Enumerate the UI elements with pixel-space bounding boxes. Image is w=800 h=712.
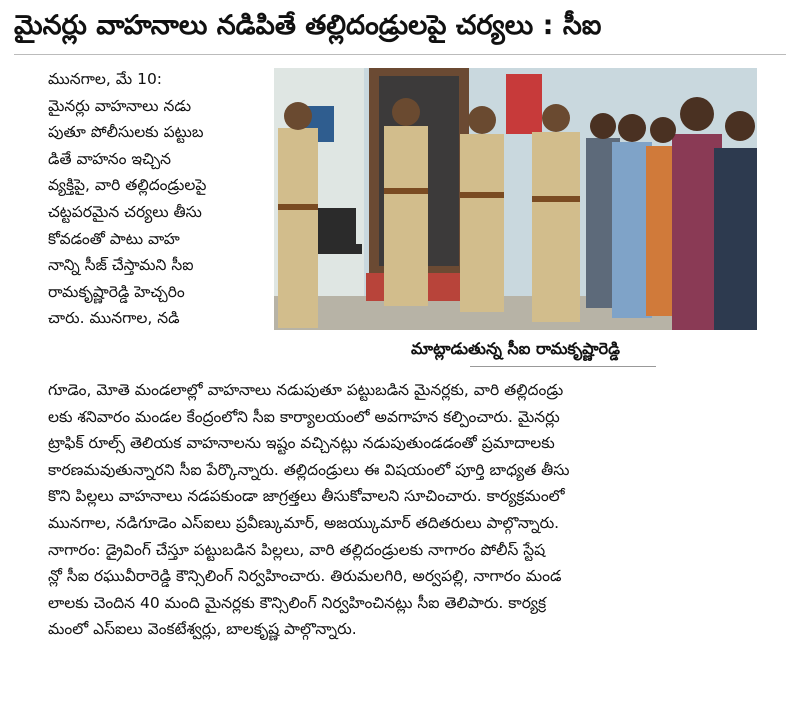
caption-divider bbox=[470, 366, 656, 367]
column-line: చారు. మునగాల, నడి bbox=[48, 309, 180, 328]
photo-caption: మాట్లాడుతున్న సీఐ రామకృష్ణారెడ్డి bbox=[411, 339, 620, 358]
dateline: మునగాల, మే 10: bbox=[48, 70, 163, 88]
body-line: గూడెం, మోతె మండలాల్లో వాహనాలు నడుపుతూ పట్టుబడిన మైనర్లకు, వారి తల్లిదండ్రు bbox=[48, 381, 564, 399]
article-body bbox=[48, 377, 760, 643]
body-line: మునగాల, నడిగూడెం ఎస్ఐలు ప్రవీణ్కుమార్, అజయ్కుమార్ తదితరులు పాల్గొన్నారు. bbox=[48, 513, 560, 532]
column-line: పుతూ పోలీసులకు పట్టుబ bbox=[48, 123, 204, 142]
body-line: న్లో సీఐ రఘువీరారెడ్డి కౌన్సిలింగ్ నిర్వహించారు. తిరుమలగిరి, అర్వపల్లి, నాగారం మండ bbox=[48, 567, 562, 586]
photo-illustration bbox=[274, 68, 757, 330]
column-line: కోవడంతో పాటు వాహ bbox=[48, 229, 180, 248]
column-line: డితే వాహనం ఇచ్చిన bbox=[48, 149, 172, 168]
column-line: చట్టపరమైన చర్యలు తీసు bbox=[48, 202, 202, 221]
article-lead-column bbox=[48, 66, 270, 332]
column-line: రామకృష్ణారెడ్డి హెచ్చరిం bbox=[48, 282, 185, 301]
body-line: లాలకు చెందిన 40 మంది మైనర్లకు కౌన్సిలింగ్ నిర్వహించినట్లు సీఐ తెలిపారు. కార్యక్ర bbox=[48, 593, 547, 612]
body-line: ట్రాఫిక్ రూల్స్ తెలియక వాహనాలను ఇష్టం వచ్చినట్లు నడుపుతుండడంతో ప్రమాదాలకు bbox=[48, 434, 555, 453]
body-line: కొని పిల్లలు వాహనాలు నడపకుండా జాగ్రత్తలు తీసుకోవాలని సూచించారు. కార్యక్రమంలో bbox=[48, 487, 565, 506]
headline-divider bbox=[14, 54, 786, 55]
column-line: మైనర్లు వాహనాలు నడు bbox=[48, 96, 192, 115]
body-line: మంలో ఎస్ఐలు వెంకటేశ్వర్లు, బాలకృష్ణ పాల్గొన్నారు. bbox=[48, 620, 357, 639]
column-line: నాన్ని సీజ్ చేస్తామని సీఐ bbox=[48, 256, 194, 275]
body-line: నాగారం: డ్రైవింగ్ చేస్తూ పట్టుబడిన పిల్లలు, వారి తల్లిదండ్రులకు నాగారం పోలీస్ స్టేష bbox=[48, 540, 546, 559]
body-line: లకు శనివారం మండల కేంద్రంలోని సీఐ కార్యాలయంలో అవగాహన కల్పించారు. మైనర్లు bbox=[48, 407, 560, 426]
column-line: వ్యక్తిపై, వారి తల్లిదండ్రులపై bbox=[48, 176, 207, 195]
body-line: కారణమవుతున్నారని సీఐ పేర్కొన్నారు. తల్లిదండ్రులు ఈ విషయంలో పూర్తి బాధ్యత తీసు bbox=[48, 460, 570, 479]
article-headline: మైనర్లు వాహనాలు నడిపితే తల్లిదండ్రులపై చర్యలు : సీఐ bbox=[14, 10, 602, 41]
news-photo bbox=[274, 68, 757, 330]
